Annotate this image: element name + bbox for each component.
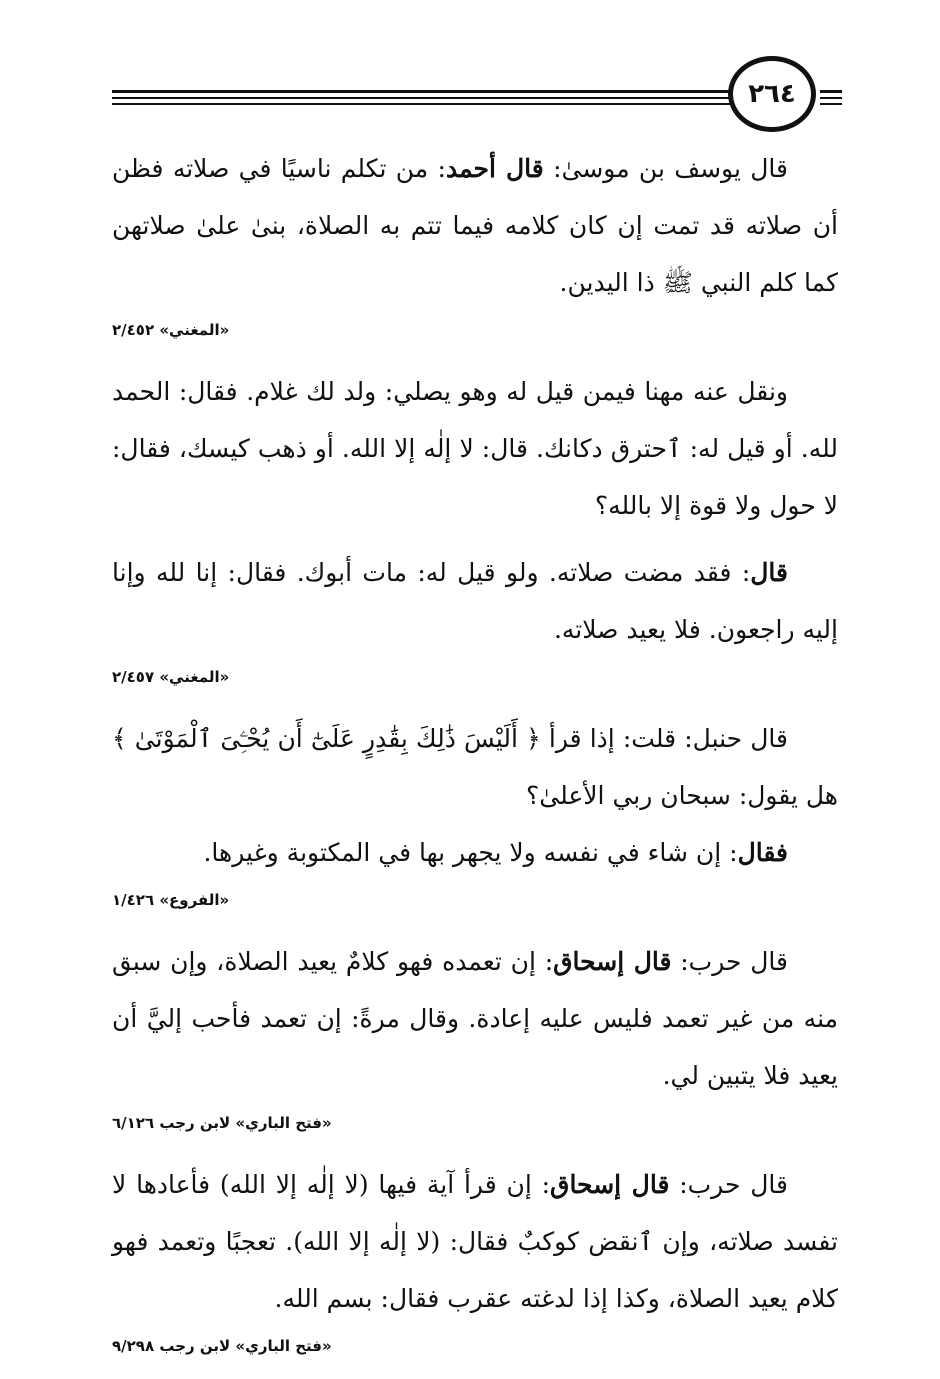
paragraph-text: : إن تعمده فهو كلامٌ يعيد الصلاة، وإن سبق منه من غير تعمد فليس عليه إعادة. وقال مرةً: إن تعمد فأحب إليَّ أن يعيد فلا يتبين لي. xyxy=(112,947,838,1090)
source-citation: «فتح الباري» لابن رجب ٦/١٢٦ xyxy=(112,1114,332,1132)
paragraph-text: : إن قرأ آية فيها (لا إلٰه إلا الله) فأعادها لا تفسد صلاته، وإن ٱنقض كوكبٌ فقال: (لا إلٰه إلا الله). تعجبًا وتعمد فهو كلام يعيد الصلاة، وكذا إذا لدغته عقرب فقال: بسم الله. xyxy=(112,1170,838,1313)
source-citation: «المغني» ٢/٤٥٧ xyxy=(112,668,230,686)
paragraph-text: : من تكلم ناسيًا في صلاته فظن أن صلاته قد تمت إن كان كلامه فيما تتم به الصلاة، بنىٰ علىٰ صلاتهن كما كلم النبي ﷺ ذا اليدين. xyxy=(112,154,838,297)
paragraph xyxy=(112,544,838,658)
paragraph-text: قال حرب: xyxy=(671,947,788,976)
text-block xyxy=(112,710,838,911)
paragraph xyxy=(112,140,838,311)
page-number: ٢٦٤ xyxy=(748,79,796,109)
paragraph-text: ونقل عنه مهنا فيمن قيل له وهو يصلي: ولد لك غلام. فقال: الحمد لله. أو قيل له: ٱحترق دكانك. قال: لا إلٰه إلا الله. أو ذهب كيسك، فقال: لا حول ولا قوة إلا بالله؟ xyxy=(112,377,838,520)
paragraph xyxy=(112,824,838,881)
page-number-badge xyxy=(728,56,816,132)
header-rule-end xyxy=(820,90,842,93)
source-citation: «فتح الباري» لابن رجب ٩/٢٩٨ xyxy=(112,1337,332,1355)
source-citation: «المغني» ٢/٤٥٢ xyxy=(112,321,230,339)
paragraph xyxy=(112,363,838,534)
text-block xyxy=(112,1156,838,1357)
speaker-name: قال إسحاق xyxy=(550,1170,670,1199)
header-rule-end xyxy=(820,103,842,105)
header-rule xyxy=(112,97,730,99)
paragraph-text: : فقد مضت صلاته. ولو قيل له: مات أبوك. فقال: إنا لله وإنا إليه راجعون. فلا يعيد صلاته. xyxy=(112,558,838,644)
paragraph xyxy=(112,1156,838,1327)
paragraph xyxy=(112,933,838,1104)
speaker-name: قال أحمد xyxy=(445,154,544,183)
source-citation: «الفروع» ١/٤٢٦ xyxy=(112,891,230,909)
speaker-name: قال إسحاق xyxy=(553,947,672,976)
text-block xyxy=(112,363,838,688)
paragraph-text: : إن شاء في نفسه ولا يجهر بها في المكتوبة وغيرها. xyxy=(203,838,738,867)
speaker-name: فقال xyxy=(737,838,788,867)
text-block xyxy=(112,140,838,341)
page-body xyxy=(112,140,838,1379)
paragraph xyxy=(112,710,838,824)
speaker-name: قال xyxy=(750,558,788,587)
paragraph-text: قال حنبل: قلت: إذا قرأ ﴿ أَلَيْسَ ذَٰلِكَ بِقَٰدِرٍ عَلَىٰٓ أَن يُحْـِۧىَ ٱلْمَوْتَىٰ ﴾ هل يقول: سبحان ربي الأعلىٰ؟ xyxy=(112,724,838,810)
paragraph-text: قال يوسف بن موسىٰ: xyxy=(543,154,788,183)
page-header xyxy=(0,0,940,130)
text-block xyxy=(112,933,838,1134)
paragraph-text: قال حرب: xyxy=(669,1170,788,1199)
header-rule xyxy=(112,103,730,105)
header-rule xyxy=(112,90,730,93)
header-rule-end xyxy=(820,97,842,99)
